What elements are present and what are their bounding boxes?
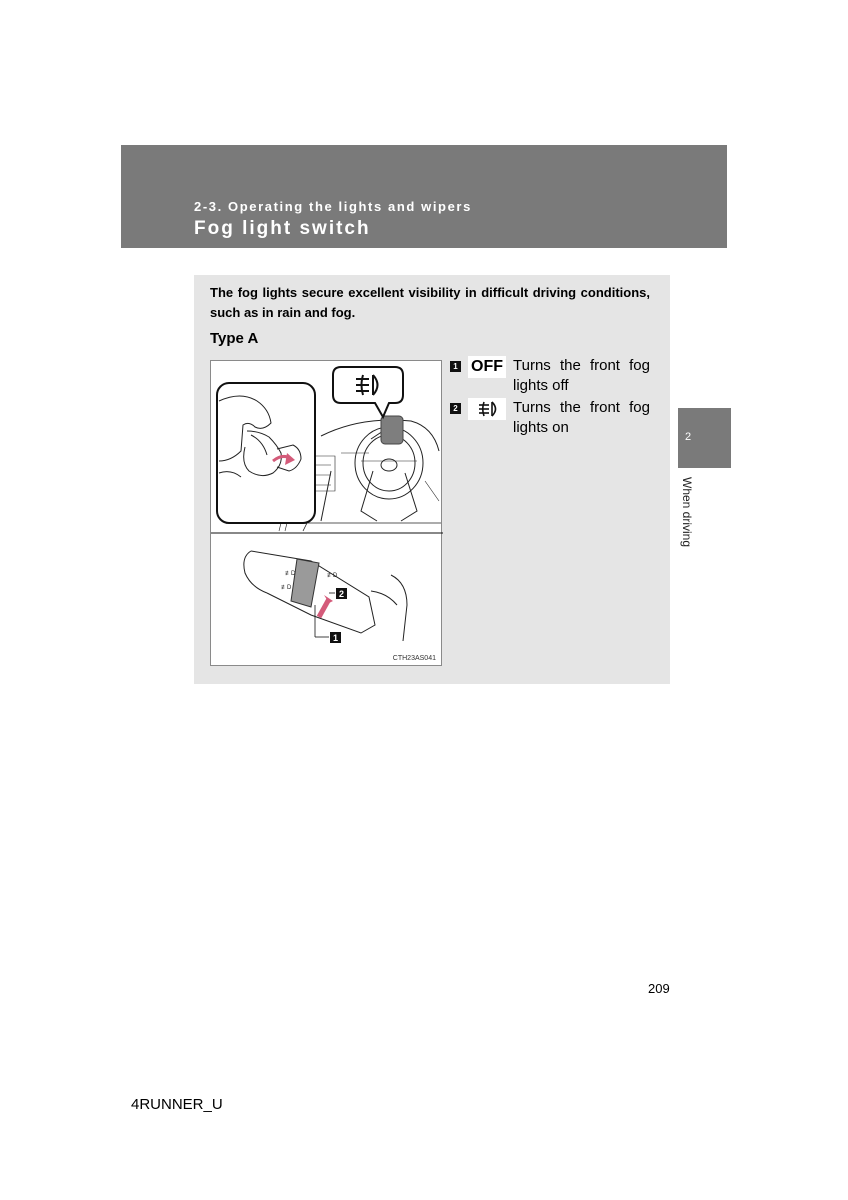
- legend-description: Turns the front fog lights off: [513, 357, 650, 394]
- section-label: 2-3. Operating the lights and wipers: [194, 199, 472, 214]
- front-fog-light-icon: [468, 398, 506, 420]
- illustration-drawing: [211, 361, 443, 667]
- svg-text:≢D: ≢D: [327, 573, 338, 579]
- off-position-label: [468, 356, 506, 378]
- page-number: 209: [648, 981, 670, 996]
- type-heading: Type A: [210, 330, 259, 347]
- legend-description: Turns the front fog lights on: [513, 399, 650, 436]
- chapter-title: When driving: [680, 477, 694, 548]
- chapter-number: 2: [685, 431, 692, 443]
- svg-text:≢D: ≢D: [281, 585, 292, 591]
- off-text: OFF: [471, 358, 503, 375]
- callout-number-2: 2: [338, 589, 345, 599]
- content-box: [194, 275, 670, 684]
- legend-number: 1: [450, 361, 461, 372]
- intro-text: The fog lights secure excellent visibility in difficult driving conditions, such as in rain and fog.: [210, 285, 650, 320]
- figure-code: CTH23AS041: [392, 655, 436, 662]
- chapter-tab: [678, 408, 731, 468]
- legend-item-fog-on: [448, 398, 650, 442]
- svg-text:≢D: ≢D: [285, 571, 296, 577]
- header-band: [121, 145, 727, 248]
- page-title: Fog light switch: [194, 218, 371, 239]
- fog-switch-illustration: [210, 360, 442, 666]
- model-code: 4RUNNER_U: [131, 1096, 223, 1113]
- legend-number: 2: [450, 403, 461, 414]
- callout-number-1: 1: [332, 633, 339, 643]
- legend-item-off: [448, 356, 650, 400]
